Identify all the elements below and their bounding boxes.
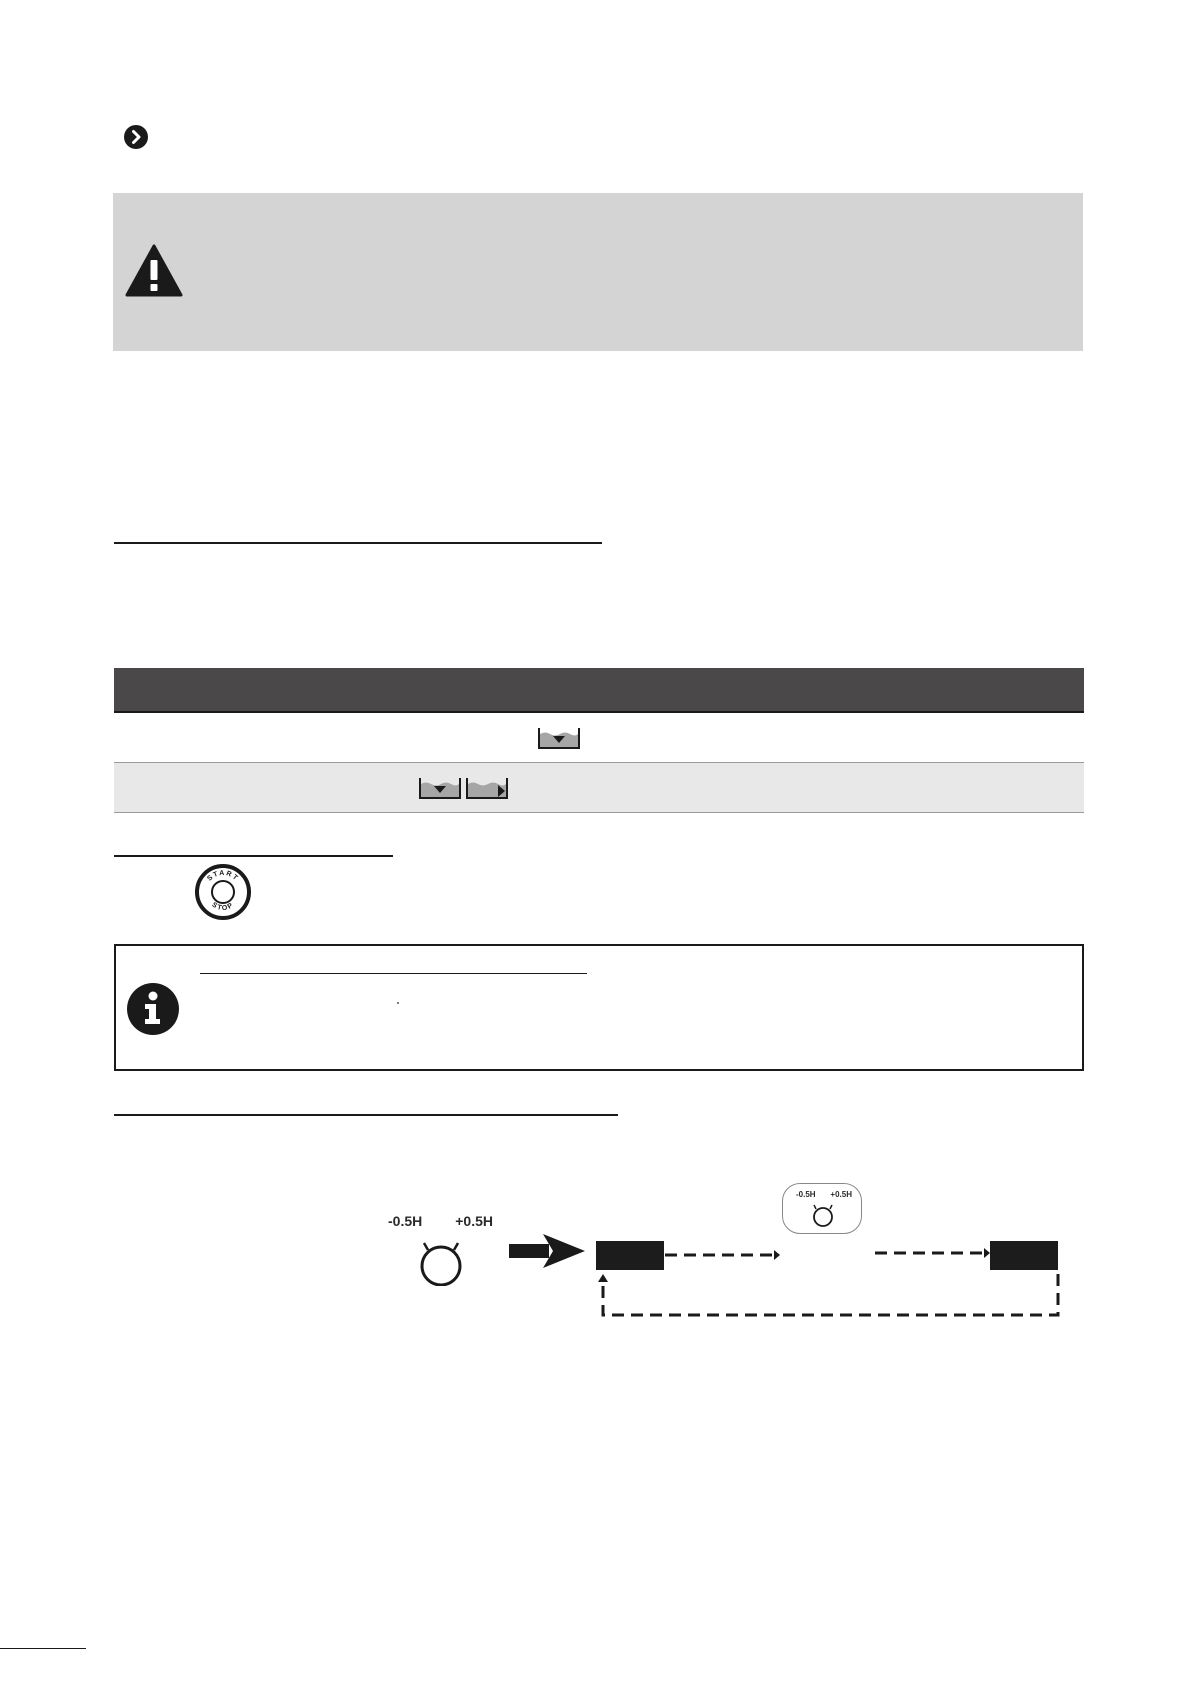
table-header: [114, 668, 1084, 713]
timer-panel: [782, 1183, 862, 1234]
dial-minus-label: -0.5H: [388, 1213, 423, 1229]
panel-plus-label: +0.5H: [830, 1190, 852, 1199]
section-heading-rule: [114, 542, 602, 544]
arrow-right-icon: [509, 1232, 585, 1270]
info-box: [114, 944, 1084, 1071]
warning-triangle-icon: [125, 244, 183, 297]
basin-down-icon: [419, 777, 461, 799]
section-heading-rule: [114, 1114, 618, 1116]
start-label: START: [206, 869, 240, 883]
footer-rule: [0, 1648, 86, 1649]
table-row: [114, 763, 1084, 813]
chevron-right-circle-icon: [124, 125, 148, 149]
panel-labels: [796, 1190, 852, 1199]
timer-knob-icon: [415, 1238, 467, 1286]
flow-arrows: [590, 1240, 1070, 1320]
start-stop-button-icon: [195, 864, 251, 920]
basin-right-icon: [466, 777, 508, 799]
table-row: [114, 713, 1084, 763]
info-icon: [126, 982, 180, 1036]
dial-labels: [388, 1213, 493, 1229]
level-table: [114, 668, 1084, 813]
warning-box: [113, 193, 1083, 351]
panel-minus-label: -0.5H: [796, 1190, 816, 1199]
timer-knob-icon: [811, 1203, 835, 1227]
info-heading-rule: [200, 973, 587, 974]
stop-label: STOP: [210, 901, 236, 913]
info-text-mark: [397, 1002, 399, 1004]
dial-plus-label: +0.5H: [455, 1213, 493, 1229]
section-heading-rule: [114, 855, 393, 857]
basin-down-icon: [538, 727, 580, 749]
